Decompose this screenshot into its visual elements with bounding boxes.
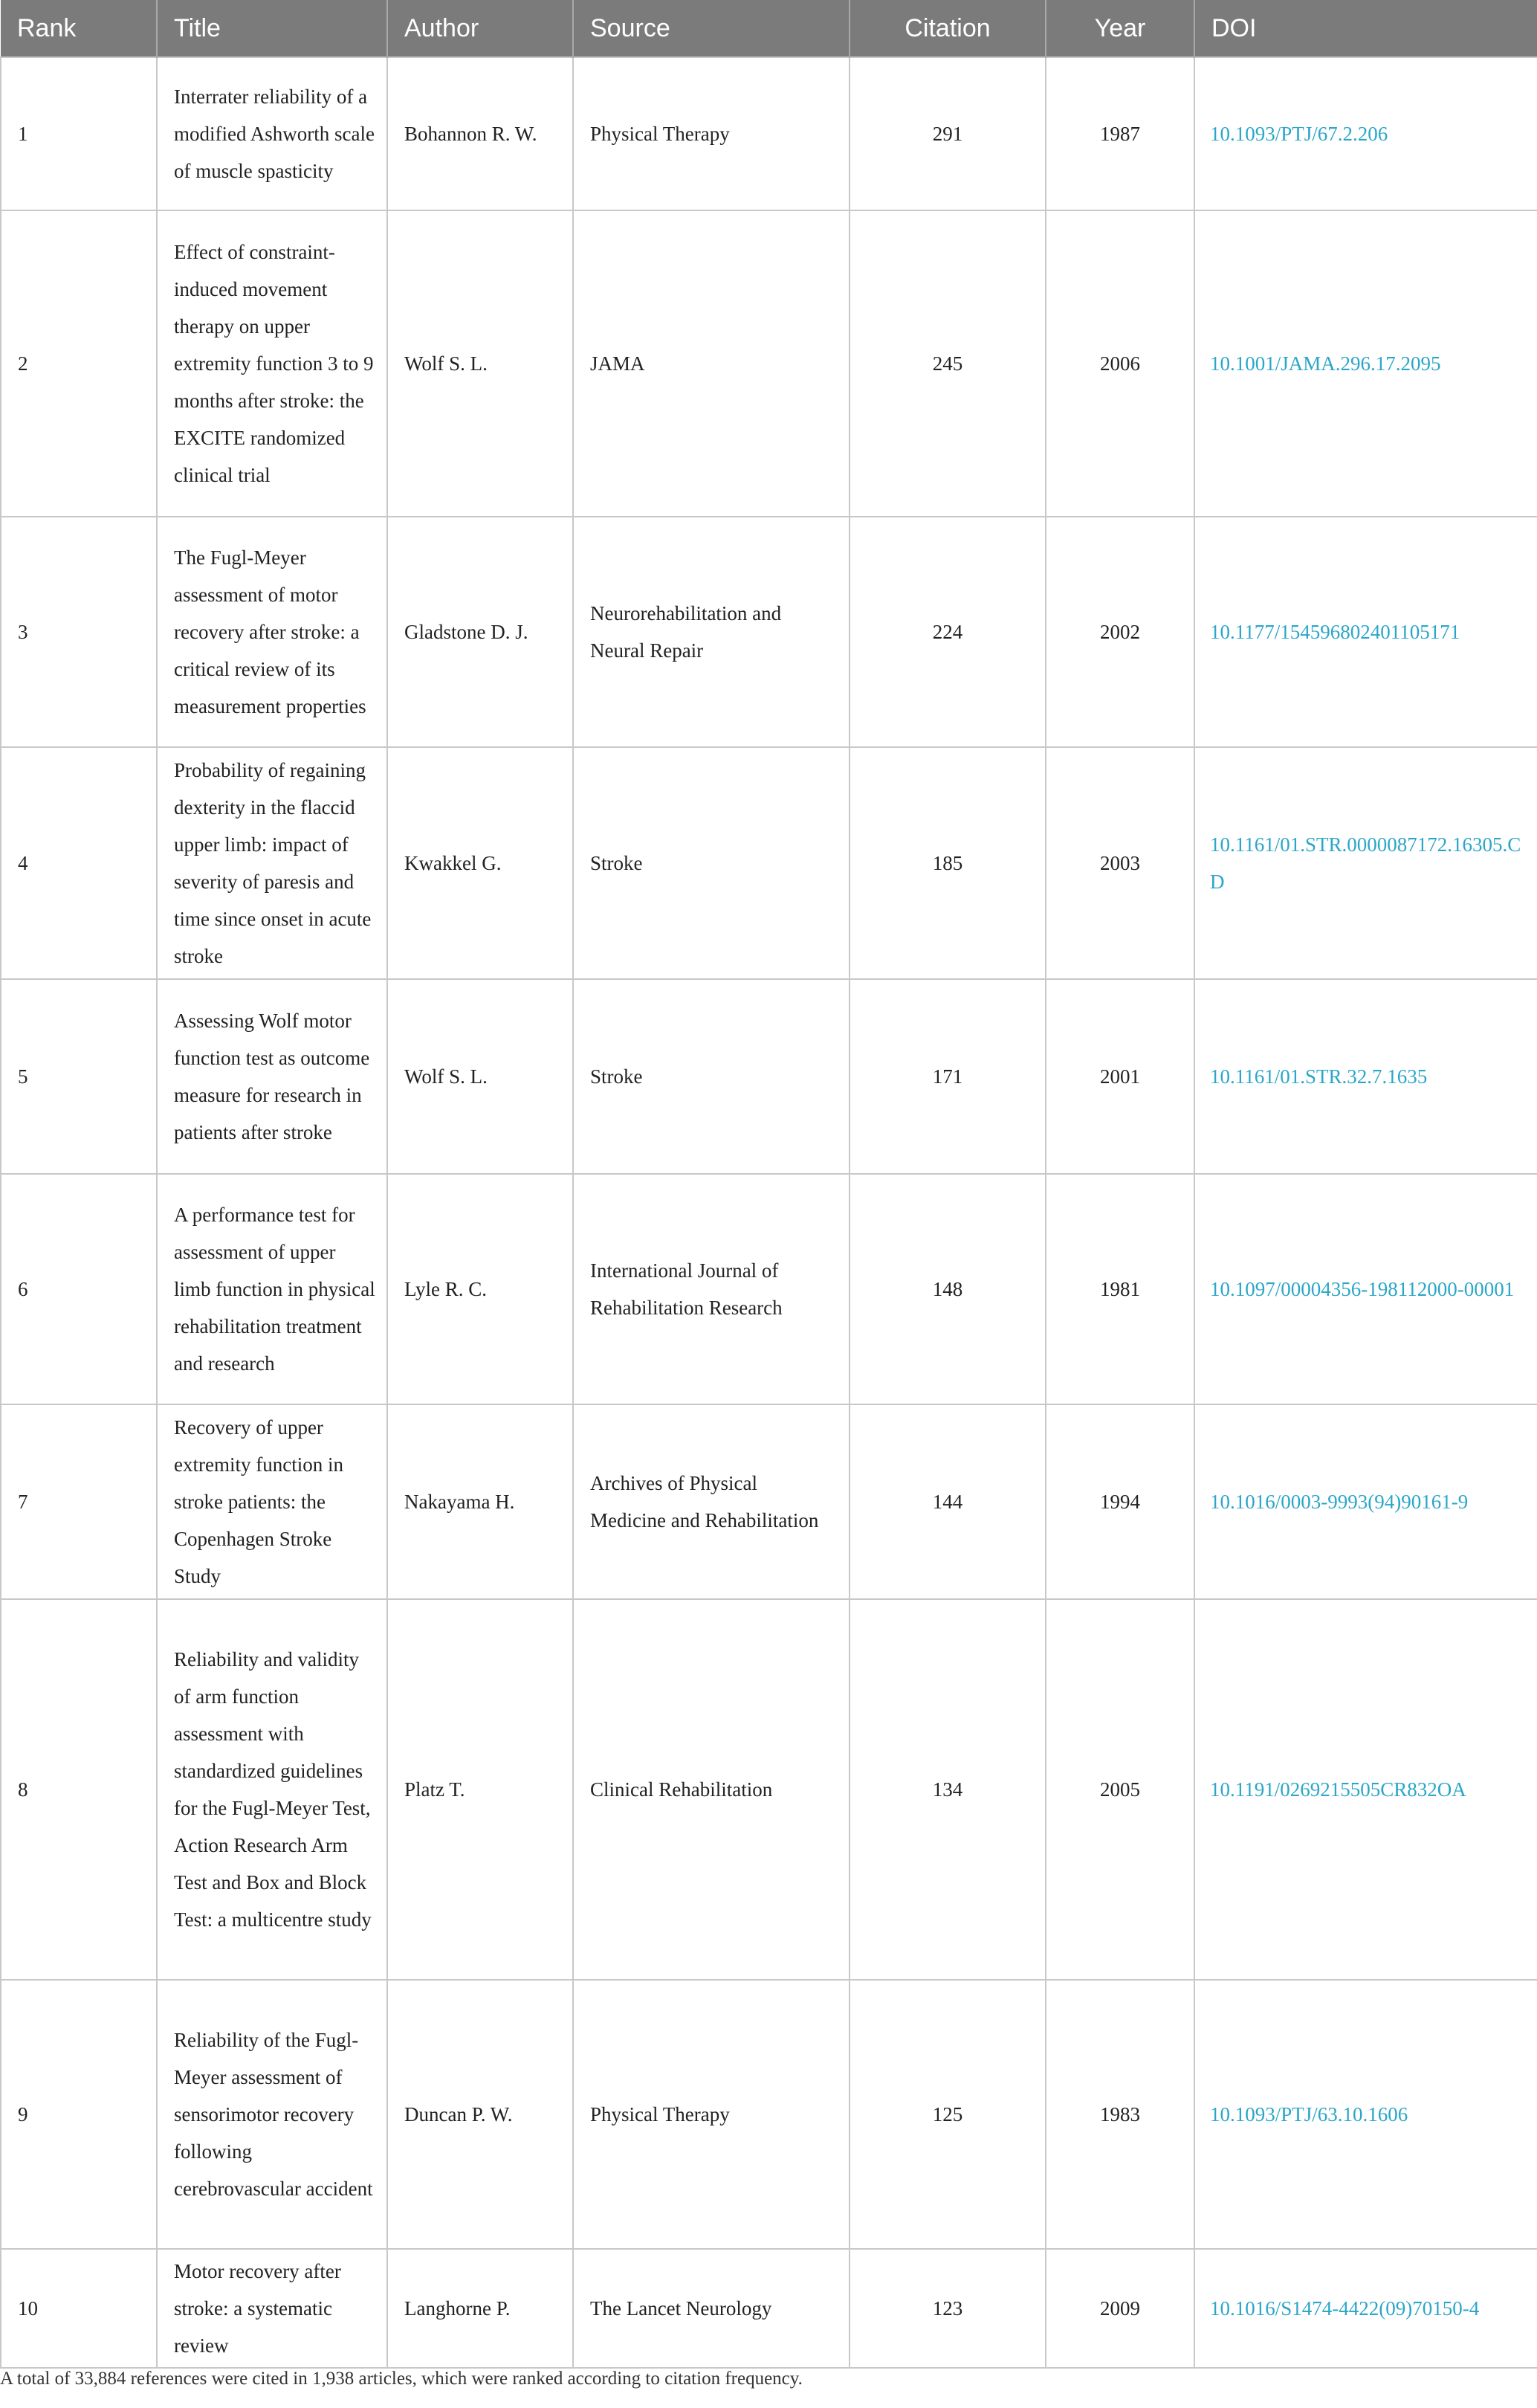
author-cell: Wolf S. L. xyxy=(387,979,573,1174)
title-cell: Motor recovery after stroke: a systematic review xyxy=(157,2249,387,2368)
header-doi: DOI xyxy=(1194,0,1537,57)
table-row xyxy=(1,57,1537,210)
doi-link[interactable]: 10.1161/01.STR.32.7.1635 xyxy=(1194,979,1537,1174)
title-cell: Effect of constraint-induced movement therapy on upper extremity function 3 to 9 months after stroke: the EXCITE randomized clinical trial xyxy=(157,210,387,517)
author-cell: Bohannon R. W. xyxy=(387,57,573,210)
year-cell: 1994 xyxy=(1046,1404,1194,1599)
table-row xyxy=(1,1980,1537,2249)
year-cell: 2003 xyxy=(1046,747,1194,979)
year-cell: 2001 xyxy=(1046,979,1194,1174)
citation-cell: 125 xyxy=(850,1980,1046,2249)
source-cell: Stroke xyxy=(573,747,850,979)
year-cell: 1983 xyxy=(1046,1980,1194,2249)
title-cell: Reliability and validity of arm function assessment with standardized guidelines for the Fugl-Meyer Test, Action Research Arm Test and Box and Block Test: a multicentre study xyxy=(157,1599,387,1980)
table-row xyxy=(1,1174,1537,1404)
doi-link[interactable]: 10.1177/154596802401105171 xyxy=(1194,517,1537,747)
source-cell: Clinical Rehabilitation xyxy=(573,1599,850,1980)
source-cell: International Journal of Rehabilitation Research xyxy=(573,1174,850,1404)
author-cell: Duncan P. W. xyxy=(387,1980,573,2249)
doi-link[interactable]: 10.1001/JAMA.296.17.2095 xyxy=(1194,210,1537,517)
doi-link[interactable]: 10.1016/S1474-4422(09)70150-4 xyxy=(1194,2249,1537,2368)
rank-cell: 2 xyxy=(1,210,157,517)
author-cell: Lyle R. C. xyxy=(387,1174,573,1404)
year-cell: 2006 xyxy=(1046,210,1194,517)
rank-cell: 6 xyxy=(1,1174,157,1404)
rank-cell: 3 xyxy=(1,517,157,747)
rank-cell: 8 xyxy=(1,1599,157,1980)
table-row xyxy=(1,517,1537,747)
doi-link[interactable]: 10.1016/0003-9993(94)90161-9 xyxy=(1194,1404,1537,1599)
year-cell: 2002 xyxy=(1046,517,1194,747)
title-cell: Assessing Wolf motor function test as outcome measure for research in patients after stroke xyxy=(157,979,387,1174)
table-row xyxy=(1,747,1537,979)
citation-cell: 291 xyxy=(850,57,1046,210)
rank-cell: 10 xyxy=(1,2249,157,2368)
source-cell: JAMA xyxy=(573,210,850,517)
citation-cell: 144 xyxy=(850,1404,1046,1599)
doi-link[interactable]: 10.1093/PTJ/63.10.1606 xyxy=(1194,1980,1537,2249)
citation-cell: 185 xyxy=(850,747,1046,979)
year-cell: 1981 xyxy=(1046,1174,1194,1404)
table-row xyxy=(1,2249,1537,2368)
rank-cell: 7 xyxy=(1,1404,157,1599)
header-citation: Citation xyxy=(850,0,1046,57)
header-source: Source xyxy=(573,0,850,57)
author-cell: Wolf S. L. xyxy=(387,210,573,517)
doi-link[interactable]: 10.1161/01.STR.0000087172.16305.CD xyxy=(1194,747,1537,979)
title-cell: Reliability of the Fugl-Meyer assessment of sensorimotor recovery following cerebrovascular accident xyxy=(157,1980,387,2249)
header-year: Year xyxy=(1046,0,1194,57)
citation-cell: 148 xyxy=(850,1174,1046,1404)
table-row xyxy=(1,210,1537,517)
year-cell: 2009 xyxy=(1046,2249,1194,2368)
citation-cell: 134 xyxy=(850,1599,1046,1980)
table-row xyxy=(1,1404,1537,1599)
doi-link[interactable]: 10.1093/PTJ/67.2.206 xyxy=(1194,57,1537,210)
table-row xyxy=(1,1599,1537,1980)
source-cell: The Lancet Neurology xyxy=(573,2249,850,2368)
source-cell: Stroke xyxy=(573,979,850,1174)
rank-cell: 4 xyxy=(1,747,157,979)
title-cell: The Fugl-Meyer assessment of motor recovery after stroke: a critical review of its measurement properties xyxy=(157,517,387,747)
rank-cell: 5 xyxy=(1,979,157,1174)
doi-link[interactable]: 10.1097/00004356-198112000-00001 xyxy=(1194,1174,1537,1404)
header-row xyxy=(1,0,1537,57)
citation-cell: 123 xyxy=(850,2249,1046,2368)
author-cell: Platz T. xyxy=(387,1599,573,1980)
author-cell: Nakayama H. xyxy=(387,1404,573,1599)
title-cell: Recovery of upper extremity function in stroke patients: the Copenhagen Stroke Study xyxy=(157,1404,387,1599)
header-author: Author xyxy=(387,0,573,57)
header-rank: Rank xyxy=(1,0,157,57)
title-cell: Probability of regaining dexterity in the flaccid upper limb: impact of severity of paresis and time since onset in acute stroke xyxy=(157,747,387,979)
author-cell: Langhorne P. xyxy=(387,2249,573,2368)
citation-cell: 245 xyxy=(850,210,1046,517)
table-row xyxy=(1,979,1537,1174)
source-cell: Physical Therapy xyxy=(573,57,850,210)
source-cell: Archives of Physical Medicine and Rehabilitation xyxy=(573,1404,850,1599)
title-cell: Interrater reliability of a modified Ashworth scale of muscle spasticity xyxy=(157,57,387,210)
source-cell: Neurorehabilitation and Neural Repair xyxy=(573,517,850,747)
header-title: Title xyxy=(157,0,387,57)
author-cell: Kwakkel G. xyxy=(387,747,573,979)
doi-link[interactable]: 10.1191/0269215505CR832OA xyxy=(1194,1599,1537,1980)
rank-cell: 9 xyxy=(1,1980,157,2249)
citation-cell: 224 xyxy=(850,517,1046,747)
year-cell: 2005 xyxy=(1046,1599,1194,1980)
year-cell: 1987 xyxy=(1046,57,1194,210)
author-cell: Gladstone D. J. xyxy=(387,517,573,747)
source-cell: Physical Therapy xyxy=(573,1980,850,2249)
citation-cell: 171 xyxy=(850,979,1046,1174)
title-cell: A performance test for assessment of upper limb function in physical rehabilitation treatment and research xyxy=(157,1174,387,1404)
table-footnote: A total of 33,884 references were cited in 1,938 articles, which were ranked according to citation frequency. xyxy=(0,2369,803,2389)
rank-cell: 1 xyxy=(1,57,157,210)
